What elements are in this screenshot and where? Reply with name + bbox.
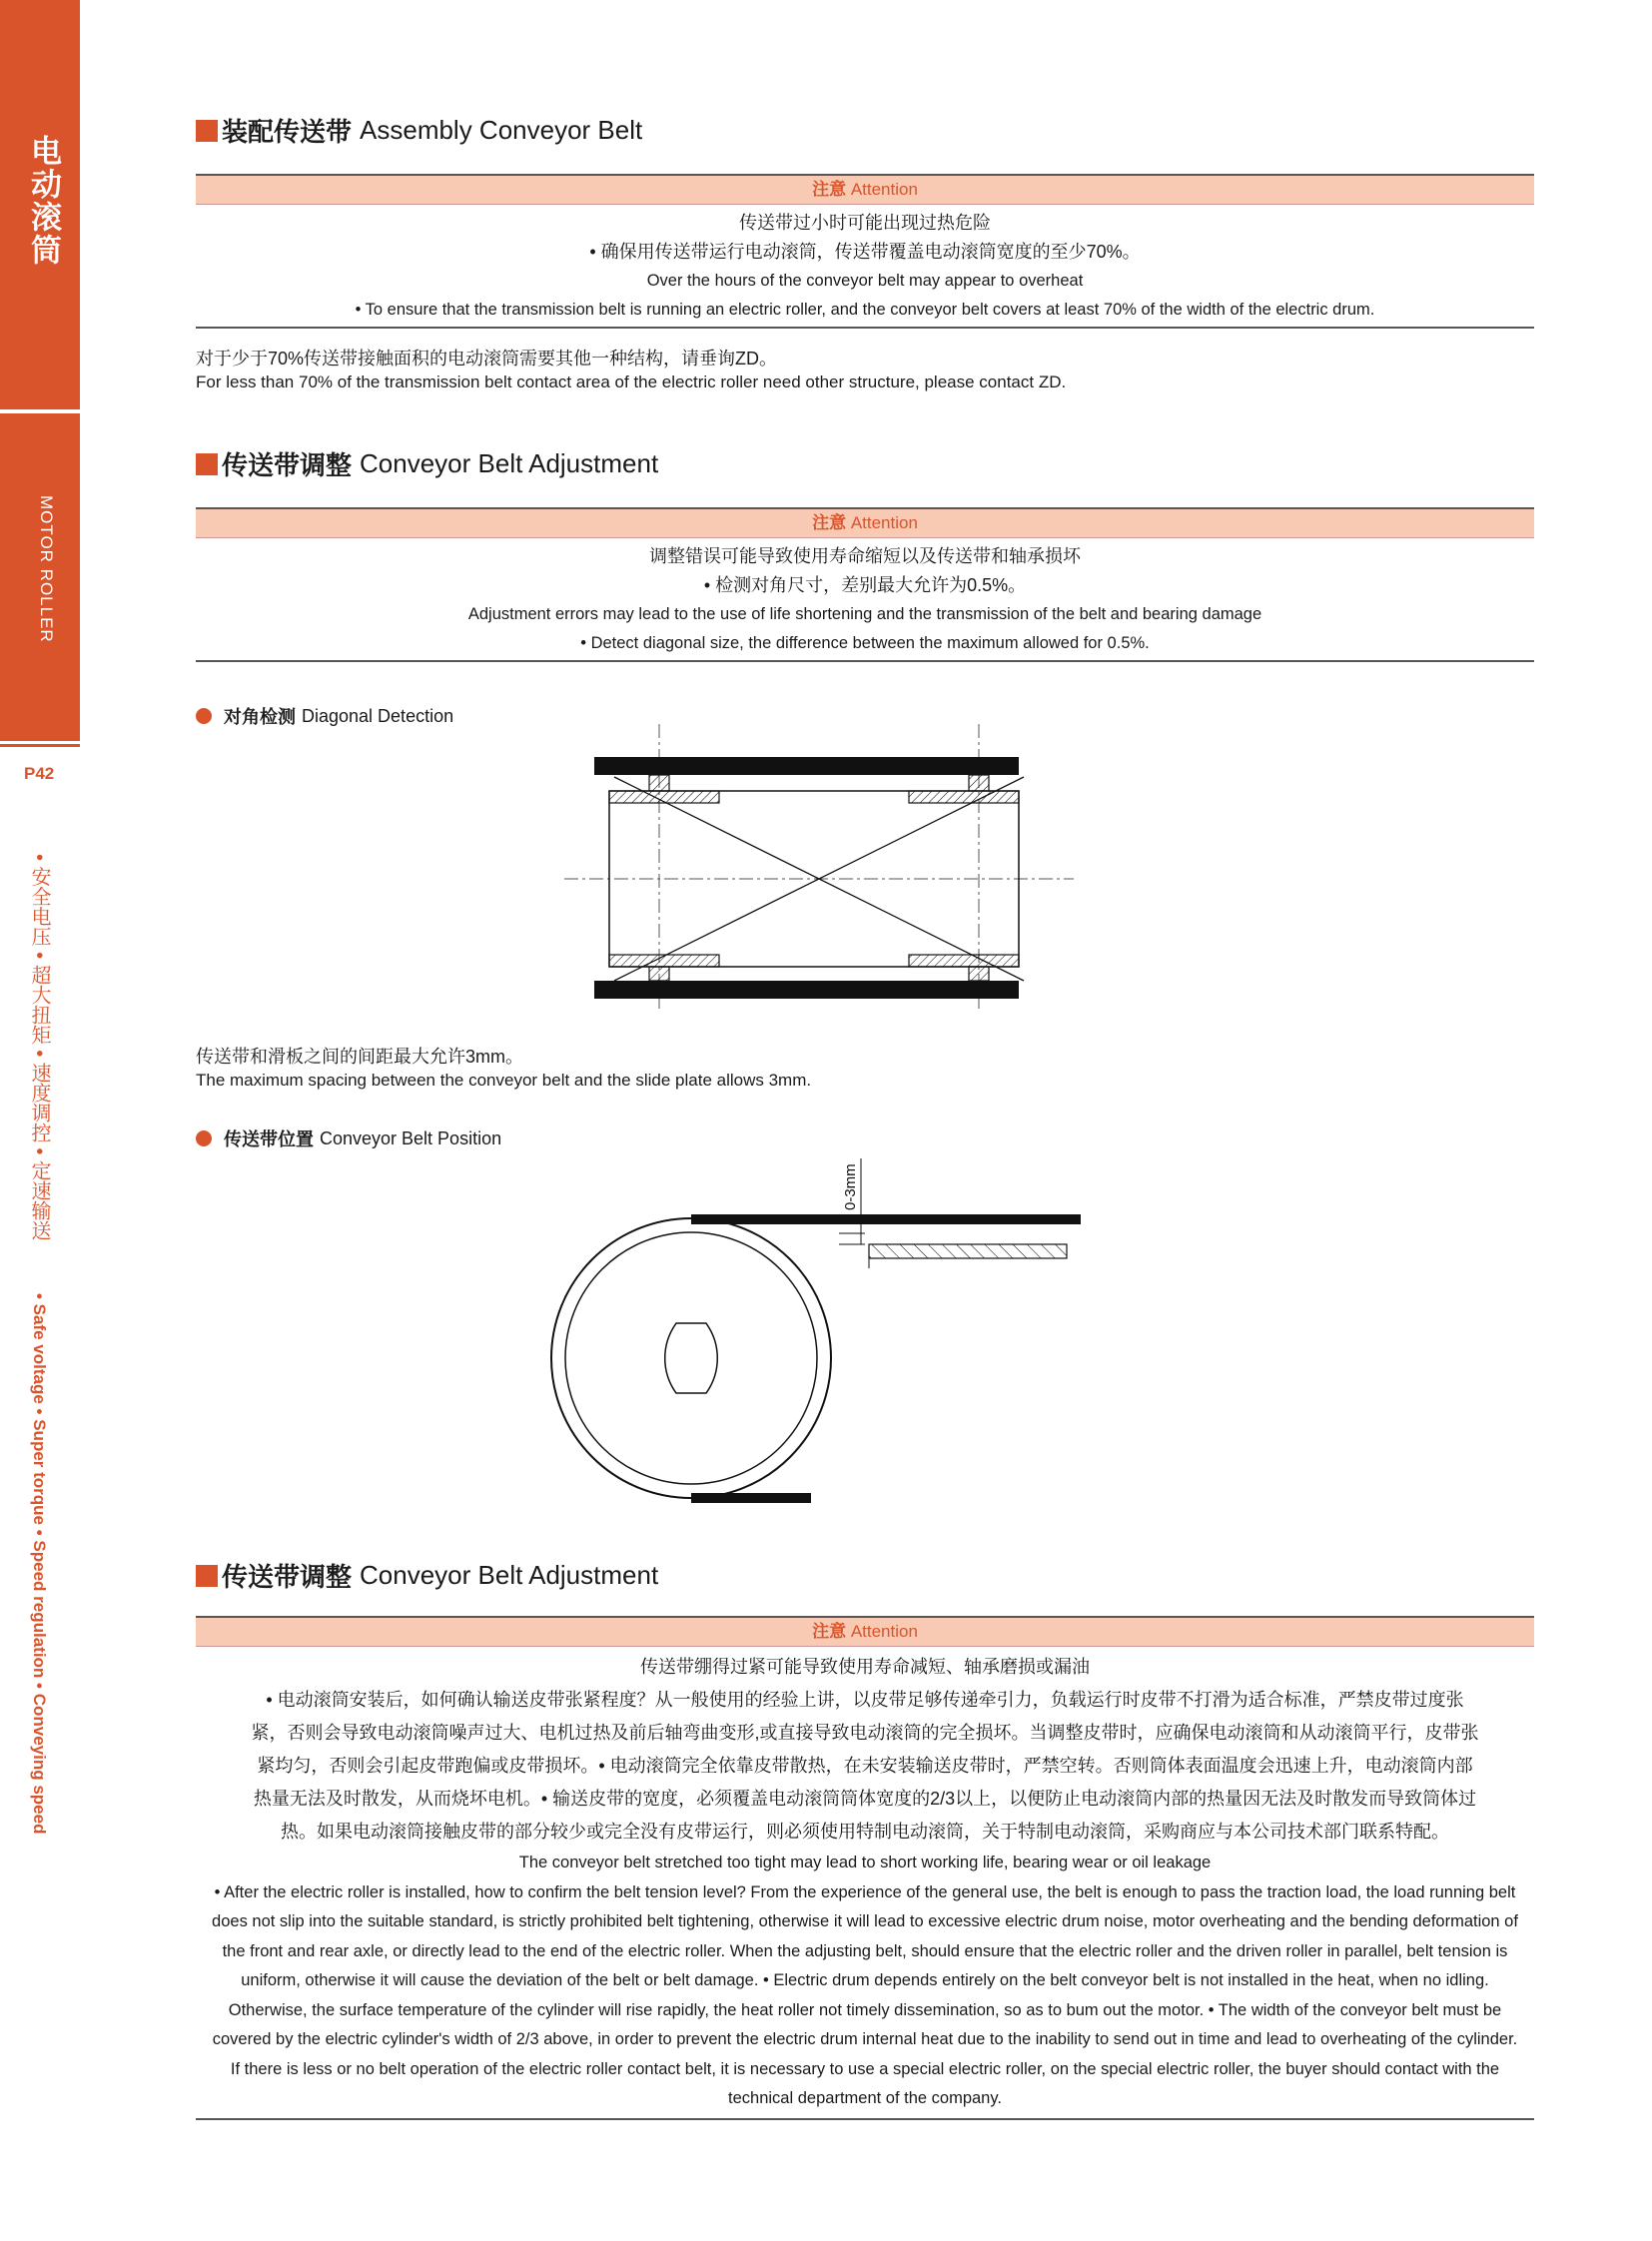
bottom-belt: [594, 981, 1019, 999]
attention-line-en: The conveyor belt stretched too tight may lead to short working life, bearing wear or oil leakage: [518, 1854, 1212, 1871]
attention-line-en: • After the electric roller is installed, how to confirm the belt tension level? From the experience of the general use, the belt is enough to pass the traction load, the load running belt: [214, 1882, 1516, 1901]
section-title-adjustment-2: [196, 1557, 658, 1594]
attention-line-cn: 紧均匀，否则会引起皮带跑偏或皮带损坏。• 电动滚筒完全依靠皮带散热，在未安装输送皮带时，严禁空转。否则筒体表面温度会迅速上升，电动滚筒内部: [257, 1756, 1473, 1776]
section-title-adjustment: [196, 445, 658, 482]
drum-shaft: [665, 1323, 718, 1393]
note-cn: 传送带和滑板之间的间距最大允许3mm。: [196, 1047, 523, 1067]
attention-line-en: technical department of the company.: [728, 2089, 1002, 2107]
attention-line: • Detect diagonal size, the difference between the maximum allowed for 0.5%.: [580, 634, 1150, 652]
attention-line-cn: 紧，否则会导致电动滚筒噪声过大、电机过热及前后轴弯曲变形,或直接导致电动滚筒的完全损坏。当调整皮带时，应确保电动滚筒和从动滚筒平行，皮带张: [251, 1723, 1479, 1743]
subheading-en: Conveyor Belt Position: [320, 1127, 502, 1148]
section-title-cn: 装配传送带: [222, 117, 353, 147]
attention-line: Adjustment errors may lead to the use of life shortening and the transmission of the belt and bearing damage: [467, 605, 1262, 623]
attention-line-en: the front and rear axle, or directly lead to the end of the electric roller. When the adjusting belt, should ensure that the electric roller and the driven roller in parallel, belt tension is: [222, 1941, 1508, 1960]
attention-body: [196, 538, 1534, 660]
attention-cn: 注意: [812, 513, 847, 532]
attention-box-3: [196, 1616, 1534, 2120]
attention-body: [196, 205, 1534, 327]
attention-cn: 注意: [812, 1622, 847, 1641]
attention-header: [196, 1618, 1534, 1647]
subheading-diagonal: [196, 703, 453, 729]
sidebar-cn-title: 电动滚筒: [26, 135, 61, 267]
belt-position-diagram: [539, 1138, 1099, 1558]
dimension-label: 0-3mm: [842, 1163, 859, 1210]
drum-inner-circle: [565, 1232, 817, 1484]
attention-line: • To ensure that the transmission belt is running an electric roller, and the conveyor belt covers at least 70% of the width of the electric drum.: [355, 301, 1375, 319]
section-title-assembly: [196, 112, 642, 149]
subheading-cn: 对角检测: [224, 707, 296, 727]
bullet-dot-icon: [196, 708, 212, 724]
attention-header: [196, 509, 1534, 538]
slide-plate: [869, 1244, 1067, 1258]
attention-line: • 确保用传送带运行电动滚筒，传送带覆盖电动滚筒宽度的至少70%。: [589, 242, 1141, 262]
attention-line-cn: • 电动滚筒安装后，如何确认输送皮带张紧程度？从一般使用的经验上讲，以皮带足够传递牵引力，负载运行时皮带不打滑为适合标准，严禁皮带过度张: [266, 1690, 1464, 1710]
note-en: The maximum spacing between the conveyor belt and the slide plate allows 3mm.: [196, 1071, 812, 1090]
subheading-position: [196, 1125, 501, 1151]
attention-en: Attention: [850, 513, 918, 532]
drum-outer-circle: [551, 1218, 831, 1498]
diagonal-detection-diagram: [554, 719, 1074, 1019]
section-title-en: Assembly Conveyor Belt: [360, 115, 643, 145]
sidebar-features-cn: • 安全电压 • 超大扭矩 • 速度调控 • 定速输送: [28, 854, 50, 1240]
attention-line: Over the hours of the conveyor belt may appear to overheat: [646, 272, 1084, 290]
section-title-en: Conveyor Belt Adjustment: [360, 448, 659, 478]
section-square-icon: [196, 453, 218, 475]
note-gap: [196, 1045, 811, 1093]
note-en: For less than 70% of the transmission belt contact area of the electric roller need other structure, please contact ZD.: [196, 373, 1067, 391]
attention-line: • 检测对角尺寸，差别最大允许为0.5%。: [703, 575, 1027, 595]
attention-en: Attention: [850, 180, 918, 199]
section-square-icon: [196, 1565, 218, 1587]
page-number: P42: [24, 764, 55, 783]
attention-header: [196, 176, 1534, 205]
attention-line-en: If there is less or no belt operation of the electric roller contact belt, it is necessary to use a special electric roller, on the special electric roller, the buyer should contact with the: [230, 2059, 1500, 2078]
sidebar-divider: [0, 744, 80, 747]
attention-line-en: Otherwise, the surface temperature of the cylinder will rise rapidly, the heat roller not timely dissemination, so as to bum out the motor. • The width of the conveyor belt must be: [228, 2000, 1502, 2019]
attention-line: 传送带过小时可能出现过热危险: [739, 213, 991, 233]
section-title-cn: 传送带调整: [222, 450, 353, 480]
sidebar: [0, 0, 80, 2241]
section-square-icon: [196, 120, 218, 142]
top-belt: [691, 1214, 1081, 1224]
attention-line-en: does not slip into the suitable standard, is strictly prohibited belt tightening, otherwise it will lead to excessive electric drum noise, motor overheating and the bending deformation of: [212, 1912, 1518, 1930]
bullet-dot-icon: [196, 1130, 212, 1146]
attention-box-1: [196, 174, 1534, 329]
attention-line-en: uniform, otherwise it will cause the deviation of the belt or belt damage. • Electric drum depends entirely on the belt conveyor belt is not installed in the heat, when no idling.: [241, 1971, 1489, 1989]
attention-cn: 注意: [812, 180, 847, 199]
bottom-belt: [691, 1493, 811, 1503]
attention-line-cn: 传送带绷得过紧可能导致使用寿命减短、轴承磨损或漏油: [640, 1657, 1090, 1677]
bearing-blocks: [609, 775, 1019, 981]
sidebar-features-en: • Safe voltage • Super torque • Speed regulation • Conveying speed: [30, 1293, 49, 1835]
attention-line-cn: 热量无法及时散发，从而烧坏电机。• 输送皮带的宽度，必须覆盖电动滚筒筒体宽度的2/3以上，以便防止电动滚筒内部的热量因无法及时散发而导致筒体过: [253, 1789, 1477, 1809]
attention-body: [196, 1647, 1534, 2118]
top-belt: [594, 757, 1019, 775]
section-title-en: Conveyor Belt Adjustment: [360, 1560, 659, 1590]
section-title-cn: 传送带调整: [222, 1562, 353, 1592]
subheading-cn: 传送带位置: [224, 1129, 314, 1149]
attention-line-en: covered by the electric cylinder's width of 2/3 above, in order to prevent the electric drum internal heat due to the inability to send out in time and lead to overheating of the cylinder.: [212, 2030, 1518, 2048]
note-contact: [196, 347, 1066, 394]
attention-box-2: [196, 507, 1534, 662]
note-cn: 对于少于70%传送带接触面积的电动滚筒需要其他一种结构，请垂询ZD。: [196, 349, 778, 369]
subheading-en: Diagonal Detection: [302, 705, 454, 726]
attention-line: 调整错误可能导致使用寿命缩短以及传送带和轴承损坏: [649, 546, 1081, 566]
attention-line-cn: 热。如果电动滚筒接触皮带的部分较少或完全没有皮带运行，则必须使用特制电动滚筒，关于特制电动滚筒，采购商应与本公司技术部门联系特配。: [281, 1822, 1449, 1842]
attention-en: Attention: [850, 1622, 918, 1641]
sidebar-en-title: MOTOR ROLLER: [37, 495, 56, 643]
